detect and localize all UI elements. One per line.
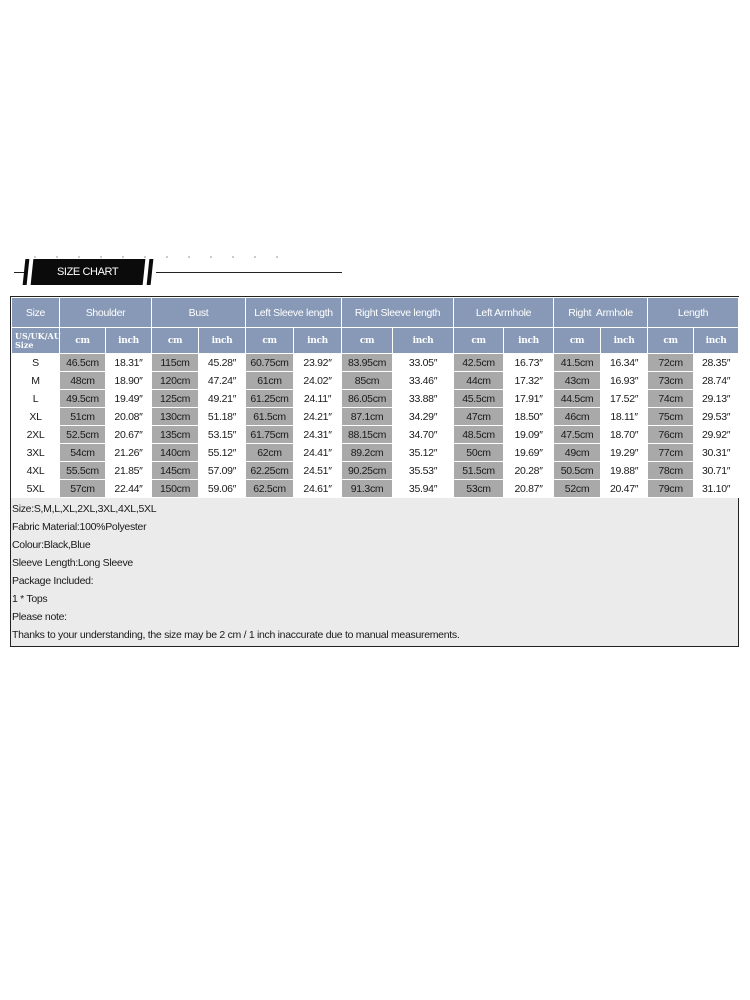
cm-value-cell: 72cm bbox=[648, 354, 694, 372]
inch-value-cell: 34.29″ bbox=[393, 408, 454, 426]
cm-value-cell: 62.5cm bbox=[246, 480, 294, 498]
cm-value-cell: 41.5cm bbox=[554, 354, 601, 372]
inch-value-cell: 17.91″ bbox=[504, 390, 554, 408]
inch-value-cell: 33.05″ bbox=[393, 354, 454, 372]
inch-value-cell: 30.71″ bbox=[694, 462, 739, 480]
cm-value-cell: 77cm bbox=[648, 444, 694, 462]
inch-value-cell: 18.70″ bbox=[601, 426, 648, 444]
cm-value-cell: 52.5cm bbox=[60, 426, 106, 444]
header-dash bbox=[14, 272, 24, 273]
unit-cm-left-sleeve-length: cm bbox=[246, 328, 294, 354]
decorative-dot bbox=[122, 256, 124, 258]
size-label: L bbox=[12, 390, 60, 408]
decorative-dot bbox=[210, 256, 212, 258]
decorative-dot bbox=[78, 256, 80, 258]
product-notes bbox=[11, 498, 738, 644]
cm-value-cell: 53cm bbox=[454, 480, 504, 498]
cm-value-cell: 91.3cm bbox=[342, 480, 393, 498]
unit-inch-length: inch bbox=[694, 328, 739, 354]
cm-value-cell: 73cm bbox=[648, 372, 694, 390]
size-chart-title: SIZE CHART bbox=[57, 266, 119, 278]
unit-cm-length: cm bbox=[648, 328, 694, 354]
cm-value-cell: 49cm bbox=[554, 444, 601, 462]
note-line: Package Included: bbox=[12, 575, 94, 587]
inch-value-cell: 22.44″ bbox=[106, 480, 152, 498]
inch-value-cell: 17.32″ bbox=[504, 372, 554, 390]
inch-value-cell: 24.21″ bbox=[294, 408, 342, 426]
size-table bbox=[11, 297, 739, 498]
decorative-dot bbox=[56, 256, 58, 258]
decorative-dot bbox=[34, 256, 36, 258]
inch-value-cell: 24.61″ bbox=[294, 480, 342, 498]
cm-value-cell: 57cm bbox=[60, 480, 106, 498]
cm-value-cell: 115cm bbox=[152, 354, 199, 372]
cm-value-cell: 47.5cm bbox=[554, 426, 601, 444]
unit-cm-bust: cm bbox=[152, 328, 199, 354]
inch-value-cell: 51.18″ bbox=[199, 408, 246, 426]
inch-value-cell: 59.06″ bbox=[199, 480, 246, 498]
inch-value-cell: 19.49″ bbox=[106, 390, 152, 408]
size-label: XL bbox=[12, 408, 60, 426]
inch-value-cell: 18.90″ bbox=[106, 372, 152, 390]
cm-value-cell: 62cm bbox=[246, 444, 294, 462]
cm-value-cell: 89.2cm bbox=[342, 444, 393, 462]
inch-value-cell: 20.08″ bbox=[106, 408, 152, 426]
inch-value-cell: 21.26″ bbox=[106, 444, 152, 462]
inch-value-cell: 16.73″ bbox=[504, 354, 554, 372]
inch-value-cell: 29.92″ bbox=[694, 426, 739, 444]
size-label: S bbox=[12, 354, 60, 372]
size-rows bbox=[12, 354, 739, 498]
inch-value-cell: 19.88″ bbox=[601, 462, 648, 480]
cm-value-cell: 120cm bbox=[152, 372, 199, 390]
cm-value-cell: 61.25cm bbox=[246, 390, 294, 408]
cm-value-cell: 42.5cm bbox=[454, 354, 504, 372]
inch-value-cell: 30.31″ bbox=[694, 444, 739, 462]
table-row bbox=[12, 372, 739, 390]
decorative-dot bbox=[254, 256, 256, 258]
inch-value-cell: 33.46″ bbox=[393, 372, 454, 390]
inch-value-cell: 23.92″ bbox=[294, 354, 342, 372]
size-label: M bbox=[12, 372, 60, 390]
cm-value-cell: 55.5cm bbox=[60, 462, 106, 480]
inch-value-cell: 24.31″ bbox=[294, 426, 342, 444]
cm-value-cell: 48cm bbox=[60, 372, 106, 390]
unit-header-row bbox=[12, 328, 739, 354]
note-line: Colour:Black,Blue bbox=[12, 539, 91, 551]
decorative-dot bbox=[232, 256, 234, 258]
cm-value-cell: 61.5cm bbox=[246, 408, 294, 426]
inch-value-cell: 16.34″ bbox=[601, 354, 648, 372]
cm-value-cell: 125cm bbox=[152, 390, 199, 408]
cm-value-cell: 130cm bbox=[152, 408, 199, 426]
inch-value-cell: 35.53″ bbox=[393, 462, 454, 480]
cm-value-cell: 48.5cm bbox=[454, 426, 504, 444]
cm-value-cell: 135cm bbox=[152, 426, 199, 444]
size-chart-header bbox=[10, 256, 340, 288]
inch-value-cell: 31.10″ bbox=[694, 480, 739, 498]
cm-value-cell: 74cm bbox=[648, 390, 694, 408]
inch-value-cell: 34.70″ bbox=[393, 426, 454, 444]
note-line: Please note: bbox=[12, 611, 67, 623]
table-row bbox=[12, 480, 739, 498]
unit-cm-right-armhole: cm bbox=[554, 328, 601, 354]
inch-value-cell: 20.87″ bbox=[504, 480, 554, 498]
inch-value-cell: 18.11″ bbox=[601, 408, 648, 426]
inch-value-cell: 20.67″ bbox=[106, 426, 152, 444]
cm-value-cell: 90.25cm bbox=[342, 462, 393, 480]
cm-value-cell: 78cm bbox=[648, 462, 694, 480]
inch-value-cell: 24.02″ bbox=[294, 372, 342, 390]
cm-value-cell: 61.75cm bbox=[246, 426, 294, 444]
inch-value-cell: 18.50″ bbox=[504, 408, 554, 426]
inch-value-cell: 47.24″ bbox=[199, 372, 246, 390]
cm-value-cell: 88.15cm bbox=[342, 426, 393, 444]
size-label: 5XL bbox=[12, 480, 60, 498]
cm-value-cell: 44.5cm bbox=[554, 390, 601, 408]
inch-value-cell: 21.85″ bbox=[106, 462, 152, 480]
note-line: Thanks to your understanding, the size may be 2 cm / 1 inch inaccurate due to manual measurements. bbox=[12, 629, 460, 641]
col-header-left-armhole: Left Armhole bbox=[454, 298, 554, 328]
cm-value-cell: 46cm bbox=[554, 408, 601, 426]
cm-value-cell: 43cm bbox=[554, 372, 601, 390]
inch-value-cell: 57.09″ bbox=[199, 462, 246, 480]
cm-value-cell: 60.75cm bbox=[246, 354, 294, 372]
inch-value-cell: 17.52″ bbox=[601, 390, 648, 408]
unit-inch-left-armhole: inch bbox=[504, 328, 554, 354]
note-line: 1 * Tops bbox=[12, 593, 48, 605]
unit-inch-right-sleeve-length: inch bbox=[393, 328, 454, 354]
cm-value-cell: 85cm bbox=[342, 372, 393, 390]
table-row bbox=[12, 390, 739, 408]
unit-cm-shoulder: cm bbox=[60, 328, 106, 354]
unit-cm-right-sleeve-length: cm bbox=[342, 328, 393, 354]
inch-value-cell: 28.74″ bbox=[694, 372, 739, 390]
col-header-shoulder: Shoulder bbox=[60, 298, 152, 328]
table-row bbox=[12, 462, 739, 480]
inch-value-cell: 29.53″ bbox=[694, 408, 739, 426]
inch-value-cell: 55.12″ bbox=[199, 444, 246, 462]
inch-value-cell: 20.28″ bbox=[504, 462, 554, 480]
unit-inch-right-armhole: inch bbox=[601, 328, 648, 354]
decorative-dot bbox=[188, 256, 190, 258]
note-line: Fabric Material:100%Polyester bbox=[12, 521, 147, 533]
inch-value-cell: 29.13″ bbox=[694, 390, 739, 408]
inch-value-cell: 35.12″ bbox=[393, 444, 454, 462]
table-row bbox=[12, 354, 739, 372]
unit-inch-left-sleeve-length: inch bbox=[294, 328, 342, 354]
decorative-dot bbox=[276, 256, 278, 258]
cm-value-cell: 83.95cm bbox=[342, 354, 393, 372]
cm-value-cell: 79cm bbox=[648, 480, 694, 498]
inch-value-cell: 24.41″ bbox=[294, 444, 342, 462]
cm-value-cell: 52cm bbox=[554, 480, 601, 498]
cm-value-cell: 61cm bbox=[246, 372, 294, 390]
note-line: Size:S,M,L,XL,2XL,3XL,4XL,5XL bbox=[12, 503, 157, 515]
col-header-bust: Bust bbox=[152, 298, 246, 328]
decorative-dot bbox=[144, 256, 146, 258]
size-chart-panel bbox=[10, 296, 739, 647]
inch-value-cell: 49.21″ bbox=[199, 390, 246, 408]
inch-value-cell: 53.15″ bbox=[199, 426, 246, 444]
cm-value-cell: 46.5cm bbox=[60, 354, 106, 372]
note-line: Sleeve Length:Long Sleeve bbox=[12, 557, 133, 569]
cm-value-cell: 86.05cm bbox=[342, 390, 393, 408]
inch-value-cell: 45.28″ bbox=[199, 354, 246, 372]
inch-value-cell: 24.51″ bbox=[294, 462, 342, 480]
col-header-length: Length bbox=[648, 298, 739, 328]
cm-value-cell: 44cm bbox=[454, 372, 504, 390]
decorative-dot bbox=[166, 256, 168, 258]
col-header-right-sleeve-length: Right Sleeve length bbox=[342, 298, 454, 328]
unit-inch-shoulder: inch bbox=[106, 328, 152, 354]
decorative-dot bbox=[100, 256, 102, 258]
unit-cm-left-armhole: cm bbox=[454, 328, 504, 354]
cm-value-cell: 87.1cm bbox=[342, 408, 393, 426]
unit-inch-bust: inch bbox=[199, 328, 246, 354]
table-row bbox=[12, 408, 739, 426]
inch-value-cell: 35.94″ bbox=[393, 480, 454, 498]
inch-value-cell: 24.11″ bbox=[294, 390, 342, 408]
cm-value-cell: 49.5cm bbox=[60, 390, 106, 408]
inch-value-cell: 19.29″ bbox=[601, 444, 648, 462]
size-label: 4XL bbox=[12, 462, 60, 480]
cm-value-cell: 75cm bbox=[648, 408, 694, 426]
header-rule bbox=[156, 272, 342, 273]
table-row bbox=[12, 444, 739, 462]
cm-value-cell: 45.5cm bbox=[454, 390, 504, 408]
table-row bbox=[12, 426, 739, 444]
cm-value-cell: 50cm bbox=[454, 444, 504, 462]
inch-value-cell: 16.93″ bbox=[601, 372, 648, 390]
cm-value-cell: 150cm bbox=[152, 480, 199, 498]
cm-value-cell: 76cm bbox=[648, 426, 694, 444]
inch-value-cell: 33.88″ bbox=[393, 390, 454, 408]
cm-value-cell: 140cm bbox=[152, 444, 199, 462]
cm-value-cell: 62.25cm bbox=[246, 462, 294, 480]
col-header-left-sleeve-length: Left Sleeve length bbox=[246, 298, 342, 328]
cm-value-cell: 47cm bbox=[454, 408, 504, 426]
cm-value-cell: 145cm bbox=[152, 462, 199, 480]
col-header-right-armhole: Right Armhole bbox=[554, 298, 648, 328]
size-label: 3XL bbox=[12, 444, 60, 462]
inch-value-cell: 18.31″ bbox=[106, 354, 152, 372]
cm-value-cell: 54cm bbox=[60, 444, 106, 462]
inch-value-cell: 19.09″ bbox=[504, 426, 554, 444]
size-region-header: US/UK/AU Size bbox=[12, 328, 60, 354]
group-header-row bbox=[12, 298, 739, 328]
inch-value-cell: 19.69″ bbox=[504, 444, 554, 462]
cm-value-cell: 51.5cm bbox=[454, 462, 504, 480]
inch-value-cell: 20.47″ bbox=[601, 480, 648, 498]
cm-value-cell: 51cm bbox=[60, 408, 106, 426]
inch-value-cell: 28.35″ bbox=[694, 354, 739, 372]
cm-value-cell: 50.5cm bbox=[554, 462, 601, 480]
size-chart-title-banner bbox=[31, 259, 146, 285]
col-header-size: Size bbox=[12, 298, 60, 328]
size-label: 2XL bbox=[12, 426, 60, 444]
